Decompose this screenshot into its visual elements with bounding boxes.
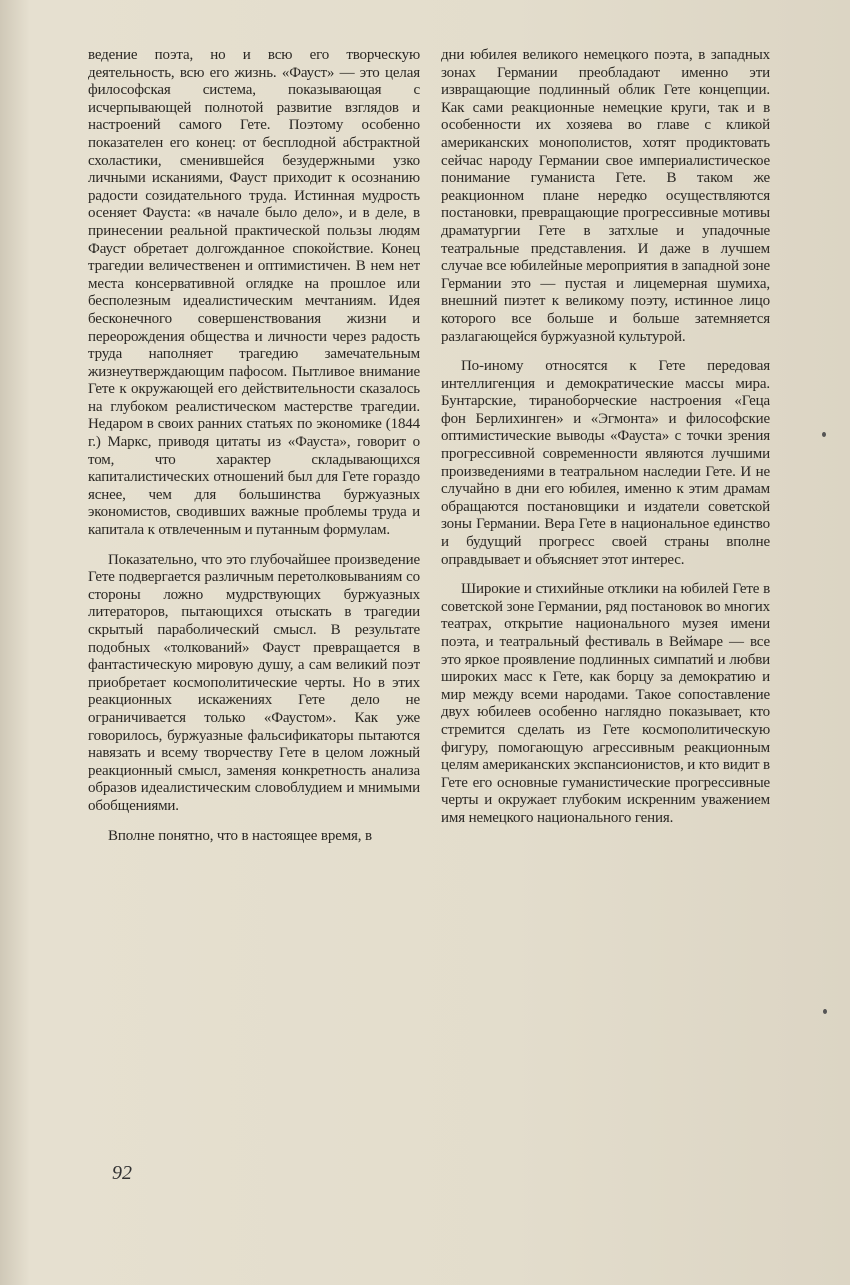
paragraph: Показательно, что это глубочайшее произведение Гете подвергается различным перетолковываниям со стороны ложно мудрствующих буржуазных литераторов, пытающихся отыскать в трагедии скрытый параболический смысл. В результате подобных «толкований» Фауст превращается в фантастическую мировую душу, а сам великий поэт приобретает космополитические черты. Но в этих реакционных искажениях Гете дело не ограничивается только «Фаустом». Как уже говорилось, буржуазные фальсификаторы пытаются навязать и всему творчеству Гете в целом ложный реакционный смысл, заменяя конкретность анализа образов идеалистическим словоблудием и мнимыми обобщениями. xyxy=(88,551,420,814)
paragraph: Широкие и стихийные отклики на юбилей Гете в советской зоне Германии, ряд постановок во многих театрах, открытие национального музея имени поэта, и театральный фестиваль в Веймаре — все это яркое проявление подлинных симпатий и любви широких масс к Гете, как борцу за демократию и мир между всеми народами. Такое сопоставление двух юбилеев особенно наглядно показывает, кто стремится сделать из Гете космополитическую фигуру, помогающую агрессивным реакционным целям американских экспансионистов, и кто видит в Гете его основные гуманистические прогрессивные черты и окружает глубоким искренним уважением имя немецкого национального гения. xyxy=(441,581,770,826)
right-text-column xyxy=(441,47,770,840)
paragraph: Вполне понятно, что в настоящее время, в xyxy=(108,827,372,844)
left-text-column xyxy=(88,47,420,857)
paragraph: ведение поэта, но и всю его творческую деятельность, всю его жизнь. «Фауст» — это целая философская система, показывающая с исчерпывающей полнотой развитие взглядов и настроений самого Гете. Поэтому особенно показателен его конец: от бесплодной абстрактной схоластики, сменившейся безудержными узко личными исканиями, Фауст приходит к осознанию радости созидательного труда. Истинная мудрость осеняет Фауста: «в начале было дело», и в деле, в принесении реальной практической пользы людям Фауст обретает долгожданное спокойствие. Конец трагедии величественен и оптимистичен. В нем нет места консервативной оглядке на прошлое или бесполезным идеалистическим мечтаниям. Идея бесконечного совершенствования жизни и переорождения общества и личности через радость труда наполняет трагедию замечательным жизнеутверждающим пафосом. Пытливое внимание Гете к окружающей его действительности сказалось на глубоком реалистическом мастерстве трагедии. Недаром в своих ранних статьях по экономике (1844 г.) Маркс, приводя цитаты из «Фауста», говорит о том, что характер складывающихся капиталистических отношений был для Гете гораздо яснее, чем для большинства буржуазных экономистов, сводивших важные проблемы труда и капитала к отвлеченным и путанным формулам. xyxy=(88,47,420,539)
paragraph: По-иному относятся к Гете передовая интеллигенция и демократические массы мира. Бунтарские, тираноборческие настроения «Геца фон Берлихинген» и «Эгмонта» и философские оптимистические выводы «Фауста» с точки зрения прогрессивной современности являются лучшими произведениями в театральном наследии Гете. И не случайно в дни его юбилея, именно к этим драмам обращаются постановщики и издатели советской зоны Германии. Вера Гете в национальное единство и будущий прогресс своей страны вполне оправдывает и объясняет этот интерес. xyxy=(441,358,770,568)
ink-speck xyxy=(823,1009,827,1014)
paragraph: дни юбилея великого немецкого поэта, в западных зонах Германии преобладают именно эти извращающие подлинный облик Гете концепции. Как сами реакционные немецкие круги, так и в особенности их хозяева во главе с кликой американских монополистов, хотят продиктовать сейчас народу Германии свое империалистическое понимание гуманиста Гете. В таком же реакционном плане нередко осуществляются постановки, превращающие прогрессивные мотивы драматургии Гете в затхлые и упадочные театральные представления. И даже в лучшем случае все юбилейные мероприятия в западной зоне Германии это — пустая и лицемерная шумиха, внешний пиэтет к великому поэту, истинное лицо которого все больше и больше затемняется разлагающейся буржуазной культурой. xyxy=(441,47,770,345)
ink-speck xyxy=(822,432,826,437)
page-number: 92 xyxy=(112,1162,132,1184)
